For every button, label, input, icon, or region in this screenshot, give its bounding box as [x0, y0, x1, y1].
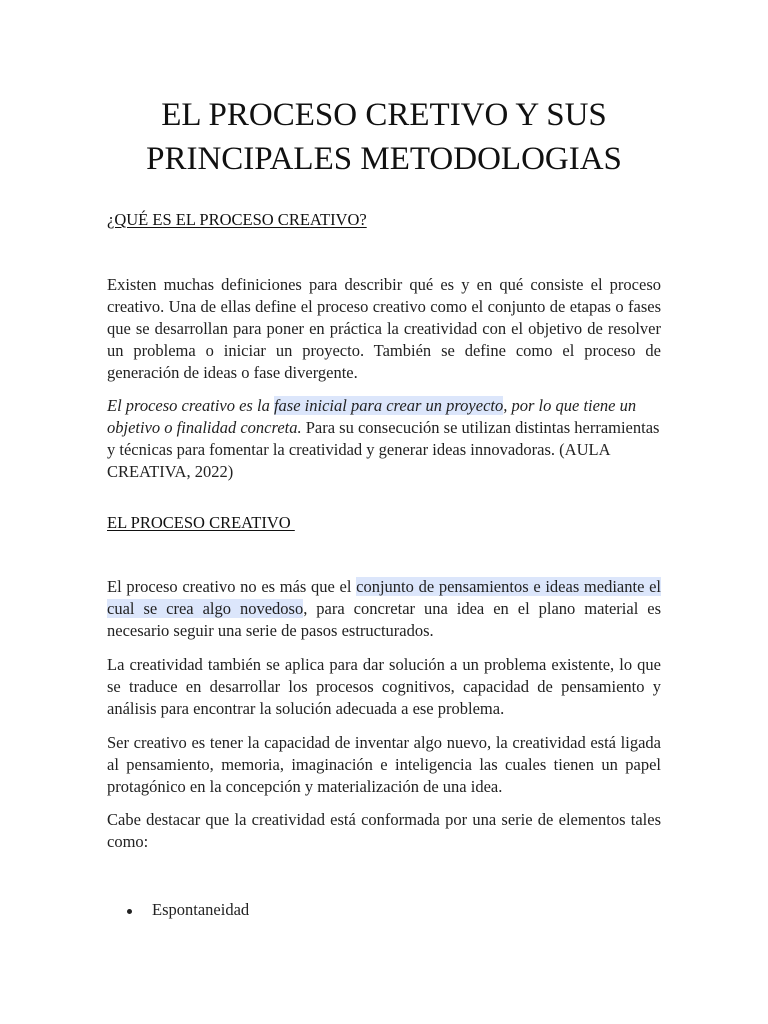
paragraph-proceso [107, 576, 661, 642]
quote-italic-start: El proceso creativo es la [107, 396, 274, 415]
document-title [60, 93, 708, 181]
proceso-text-start: El proceso creativo no es más que el [107, 577, 357, 596]
proceso-text-end: , para concretar una idea en el plano material es necesario seguir una serie de pasos estructurados. [107, 599, 662, 640]
quote-citation-text: Para su consecución se utilizan distintas herramientas y técnicas para fomentar la creatividad y generar ideas innovadoras. (AULA CREATIVA, 2022) [107, 418, 660, 481]
highlighted-phrase: conjunto de pensamientos e ideas mediante el cual se crea algo novedoso [107, 577, 661, 618]
section-heading-que-es: ¿QUÉ ES EL PROCESO CREATIVO? [107, 210, 367, 229]
quote-italic-end: , por lo que tiene un objetivo o finalidad concreta. [107, 396, 637, 437]
highlighted-phrase: fase inicial para crear un proyecto [273, 396, 504, 415]
paragraph-elementos: Cabe destacar que la creatividad está conformada por una serie de elementos tales como: [107, 810, 661, 851]
paragraph-definitions: Existen muchas definiciones para describir qué es y en qué consiste el proceso creativo. Una de ellas define el proceso creativo como el conjunto de etapas o fases que se desarrollan para poner en práctica la creatividad con el objetivo de resolver un problema o iniciar un proyecto. También se define como el proceso de generación de ideas o fase divergente. [107, 275, 661, 382]
bullet-icon [127, 909, 132, 914]
paragraph-quote [107, 395, 661, 483]
title-line-1: EL PROCESO CRETIVO Y SUS [161, 97, 607, 133]
title-line-2: PRINCIPALES METODOLOGIAS [146, 141, 622, 177]
section-heading-proceso-creativo: EL PROCESO CREATIVO [107, 513, 295, 532]
paragraph-ser-creativo: Ser creativo es tener la capacidad de inventar algo nuevo, la creatividad está ligada al pensamiento, memoria, imaginación e inteligencia las cuales tienen un papel protagónico en la concepción y materialización de una idea. [107, 733, 661, 796]
elements-list [107, 899, 249, 921]
list-item [107, 899, 249, 921]
list-item-label: Espontaneidad [152, 900, 250, 919]
paragraph-creatividad-problema: La creatividad también se aplica para dar solución a un problema existente, lo que se traduce en desarrollar los procesos cognitivos, capacidad de pensamiento y análisis para encontrar la solución adecuada a ese problema. [107, 655, 661, 718]
